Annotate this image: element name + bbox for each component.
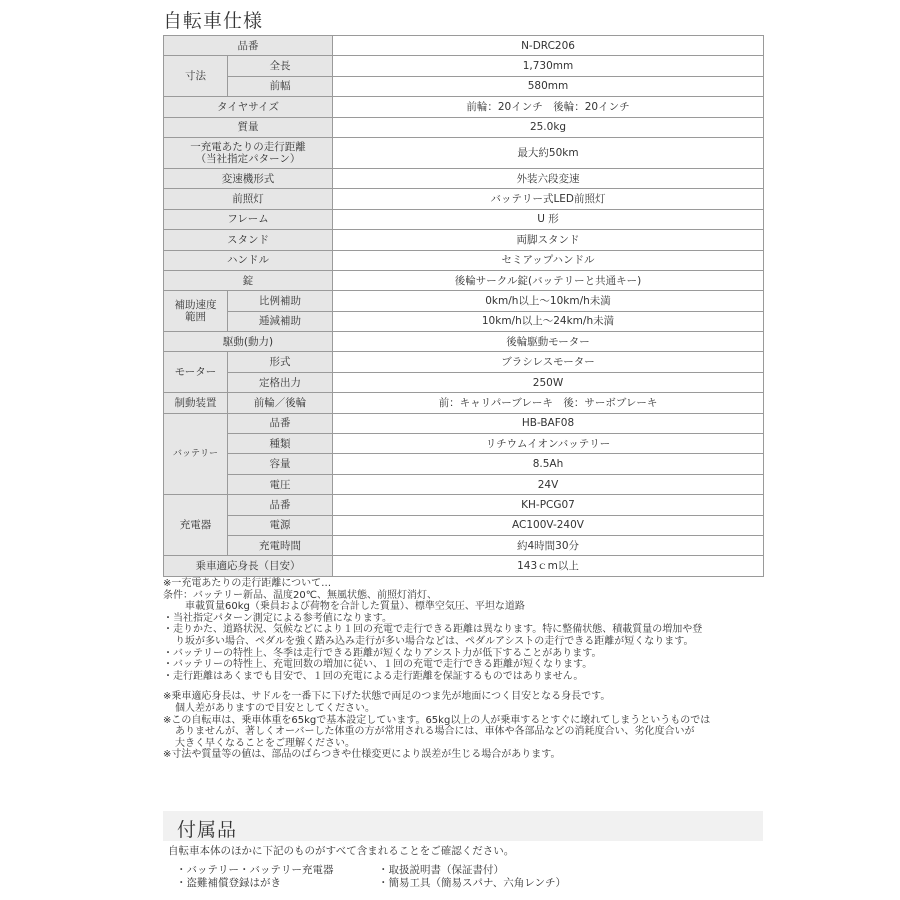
spec-label: 前照灯 <box>164 189 333 209</box>
note-line: ・走りかた、道路状況、気候などにより１回の充電で走行できる距離は異なります。特に整備状態、積載質量の増加や登 <box>163 624 703 636</box>
table-row <box>164 311 764 331</box>
table-row <box>164 250 764 270</box>
spec-value: 250W <box>333 372 764 392</box>
table-row <box>164 495 764 515</box>
note-line: ・走行距離はあくまでも目安で、１回の充電による走行距離を保証するものではありません。 <box>163 670 584 682</box>
table-row <box>164 137 764 168</box>
spec-group-label: 制動装置 <box>164 393 228 413</box>
spec-value: ブラシレスモーター <box>333 352 764 372</box>
spec-value: セミアップハンドル <box>333 250 764 270</box>
spec-value: 8.5Ah <box>333 454 764 474</box>
spec-label: タイヤサイズ <box>164 97 333 117</box>
table-row <box>164 291 764 311</box>
note-line: 車載質量60kg（乗員および荷物を合計した質量）、標準空気圧、平坦な道路 <box>185 601 525 613</box>
spec-group-label: バッテリー <box>164 413 228 495</box>
spec-value: バッテリー式LED前照灯 <box>333 189 764 209</box>
note-line: ※寸法や質量等の値は、部品のばらつきや仕様変更により誤差が生じる場合があります。 <box>163 749 561 761</box>
spec-sublabel: 形式 <box>228 352 333 372</box>
table-row <box>164 434 764 454</box>
accessories-description: 自転車本体のほかに下記のものがすべて含まれることをご確認ください。 <box>168 845 515 857</box>
spec-label: 駆動(動力) <box>164 332 333 352</box>
spec-sublabel: 定格出力 <box>228 372 333 392</box>
spec-sublabel: 容量 <box>228 454 333 474</box>
table-row <box>164 168 764 188</box>
spec-label: ハンドル <box>164 250 333 270</box>
spec-table <box>163 35 764 577</box>
spec-value: 後輪サークル錠(バッテリーと共通キー) <box>333 270 764 290</box>
spec-value: リチウムイオンバッテリー <box>333 434 764 454</box>
spec-label-line: 一充電あたりの走行距離 <box>190 140 306 153</box>
accessories-header-band <box>163 811 763 841</box>
accessory-item: ・盗難補償登録はがき <box>176 877 281 889</box>
spec-sublabel: 品番 <box>228 495 333 515</box>
spec-value: 最大約50km <box>333 137 764 168</box>
note-line: ありませんが、著しくオーバーした体重の方が常用される場合には、車体や各部品などの消耗度合い、劣化度合いが <box>175 726 695 738</box>
table-row <box>164 332 764 352</box>
spec-label: 品番 <box>164 36 333 56</box>
spec-group-label: モーター <box>164 352 228 393</box>
table-row <box>164 230 764 250</box>
spec-sublabel: 種類 <box>228 434 333 454</box>
spec-value: 外装六段変速 <box>333 168 764 188</box>
spec-label: 乗車適応身長（目安） <box>164 556 333 576</box>
spec-group-label: 充電器 <box>164 495 228 556</box>
table-row <box>164 270 764 290</box>
spec-sublabel: 前幅 <box>228 76 333 96</box>
spec-label: 変速機形式 <box>164 168 333 188</box>
spec-label: 質量 <box>164 117 333 137</box>
spec-sublabel: 充電時間 <box>228 535 333 555</box>
spec-value: 後輪駆動モーター <box>333 332 764 352</box>
spec-value: AC100V-240V <box>333 515 764 535</box>
note-line: 大きく早くなることをご理解ください。 <box>175 737 355 749</box>
accessory-item: ・バッテリー・バッテリー充電器 <box>176 864 334 876</box>
spec-sublabel: 電源 <box>228 515 333 535</box>
table-row <box>164 209 764 229</box>
table-row <box>164 97 764 117</box>
spec-label: 錠 <box>164 270 333 290</box>
page-title: 自転車仕様 <box>163 10 264 32</box>
table-row <box>164 76 764 96</box>
spec-value: KH-PCG07 <box>333 495 764 515</box>
note-line: ※一充電あたりの走行距離について… <box>163 578 332 589</box>
table-row <box>164 535 764 555</box>
table-row <box>164 454 764 474</box>
table-row <box>164 117 764 137</box>
spec-value: N-DRC206 <box>333 36 764 56</box>
spec-label: スタンド <box>164 230 333 250</box>
note-line: ※乗車適応身長は、サドルを一番下に下げた状態で両足のつま先が地面につく目安となる身長です。 <box>163 691 611 703</box>
spec-label-line: 補助速度 <box>174 299 217 312</box>
note-line: ・バッテリーの特性上、冬季は走行できる距離が短くなりアシスト力が低下することがあります。 <box>163 647 602 659</box>
spec-sublabel: 品番 <box>228 413 333 433</box>
spec-value: U 形 <box>333 209 764 229</box>
note-line: 個人差がありますので目安としてください。 <box>175 702 375 714</box>
accessories-title: 付属品 <box>177 819 238 841</box>
note-line: ※この自転車は、乗車体重を65kgで基本設定しています。65kg以上の人が乗車するとすぐに壊れてしまうというものでは <box>163 714 711 726</box>
spec-value: 約4時間30分 <box>333 535 764 555</box>
spec-value: 24V <box>333 474 764 494</box>
spec-value: 25.0kg <box>333 117 764 137</box>
notes-section <box>163 578 783 761</box>
table-row <box>164 189 764 209</box>
spec-value: 580mm <box>333 76 764 96</box>
table-row <box>164 36 764 56</box>
spec-value: 0km/h以上～10km/h未満 <box>333 291 764 311</box>
table-row <box>164 515 764 535</box>
table-row <box>164 413 764 433</box>
accessory-item: ・取扱説明書（保証書付） <box>378 864 504 876</box>
spec-group-label <box>164 291 228 332</box>
spec-sublabel: 前輪／後輪 <box>228 393 333 413</box>
note-line: ・当社指定パターン測定による参考値になります。 <box>163 612 392 624</box>
spec-label <box>164 137 333 168</box>
note-line: り坂が多い場合、ペダルを強く踏み込み走行が多い場合などは、ペダルアシストの走行できる距離が短くなります。 <box>175 635 694 647</box>
spec-label: フレーム <box>164 209 333 229</box>
table-row <box>164 474 764 494</box>
spec-value: 両脚スタンド <box>333 230 764 250</box>
spec-label-line: （当社指定パターン） <box>195 152 301 165</box>
spec-value: 143ｃm以上 <box>333 556 764 576</box>
table-row <box>164 372 764 392</box>
table-row <box>164 556 764 576</box>
accessory-item: ・簡易工具（簡易スパナ、六角レンチ） <box>378 877 567 889</box>
spec-group-label: 寸法 <box>164 56 228 97</box>
spec-sublabel: 比例補助 <box>228 291 333 311</box>
spec-sublabel: 全長 <box>228 56 333 76</box>
table-row <box>164 352 764 372</box>
spec-value: HB-BAF08 <box>333 413 764 433</box>
table-row <box>164 56 764 76</box>
spec-value: 前：キャリパーブレーキ 後：サーボブレーキ <box>333 393 764 413</box>
spec-value: 10km/h以上～24km/h未満 <box>333 311 764 331</box>
spec-sublabel: 逓減補助 <box>228 311 333 331</box>
spec-sublabel: 電圧 <box>228 474 333 494</box>
spec-label-line: 範囲 <box>185 311 206 324</box>
spec-value: 前輪：20インチ 後輪：20インチ <box>333 97 764 117</box>
spec-value: 1,730mm <box>333 56 764 76</box>
note-line: ・バッテリーの特性上、充電回数の増加に従い、１回の充電で走行できる距離が短くなります。 <box>163 659 593 671</box>
note-line: 条件：バッテリー新品、温度20℃、無風状態、前照灯消灯、 <box>163 589 437 601</box>
table-row <box>164 393 764 413</box>
